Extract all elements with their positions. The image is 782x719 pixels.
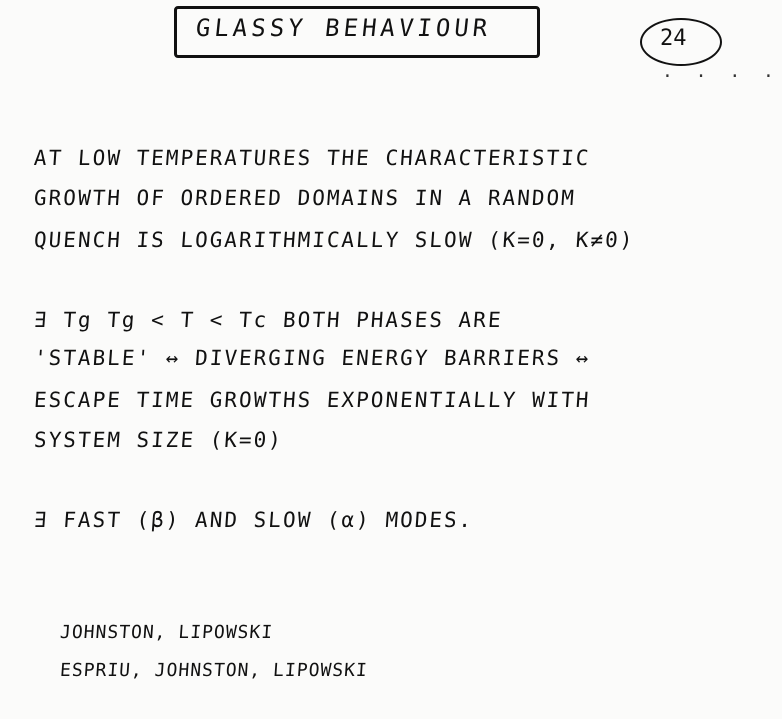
paragraph1-line3: QUENCH IS LOGARITHMICALLY SLOW (K=0, K≠0) [33, 228, 636, 252]
paragraph3-line1: ∃ FAST (β) AND SLOW (α) MODES. [33, 508, 475, 532]
paragraph2-line3: ESCAPE TIME GROWTHS EXPONENTIALLY WITH [33, 388, 592, 412]
page-title: GLASSY BEHAVIOUR [194, 14, 493, 42]
paragraph2-line2: 'STABLE' ↔ DIVERGING ENERGY BARRIERS ↔ [33, 346, 592, 370]
reference-line2: ESPRIU, JOHNSTON, LIPOWSKI [59, 660, 369, 681]
paragraph2-line4: SYSTEM SIZE (K=0) [33, 428, 284, 452]
reference-line1: JOHNSTON, LIPOWSKI [59, 622, 274, 643]
paragraph1-line2: GROWTH OF ORDERED DOMAINS IN A RANDOM [33, 186, 577, 210]
page-number: 24 [660, 26, 687, 51]
paragraph2-line1: ∃ Tg Tg < T < Tc BOTH PHASES ARE [33, 308, 504, 332]
decorative-dots: · · · · [662, 66, 780, 87]
paragraph1-line1: AT LOW TEMPERATURES THE CHARACTERISTIC [33, 146, 592, 170]
